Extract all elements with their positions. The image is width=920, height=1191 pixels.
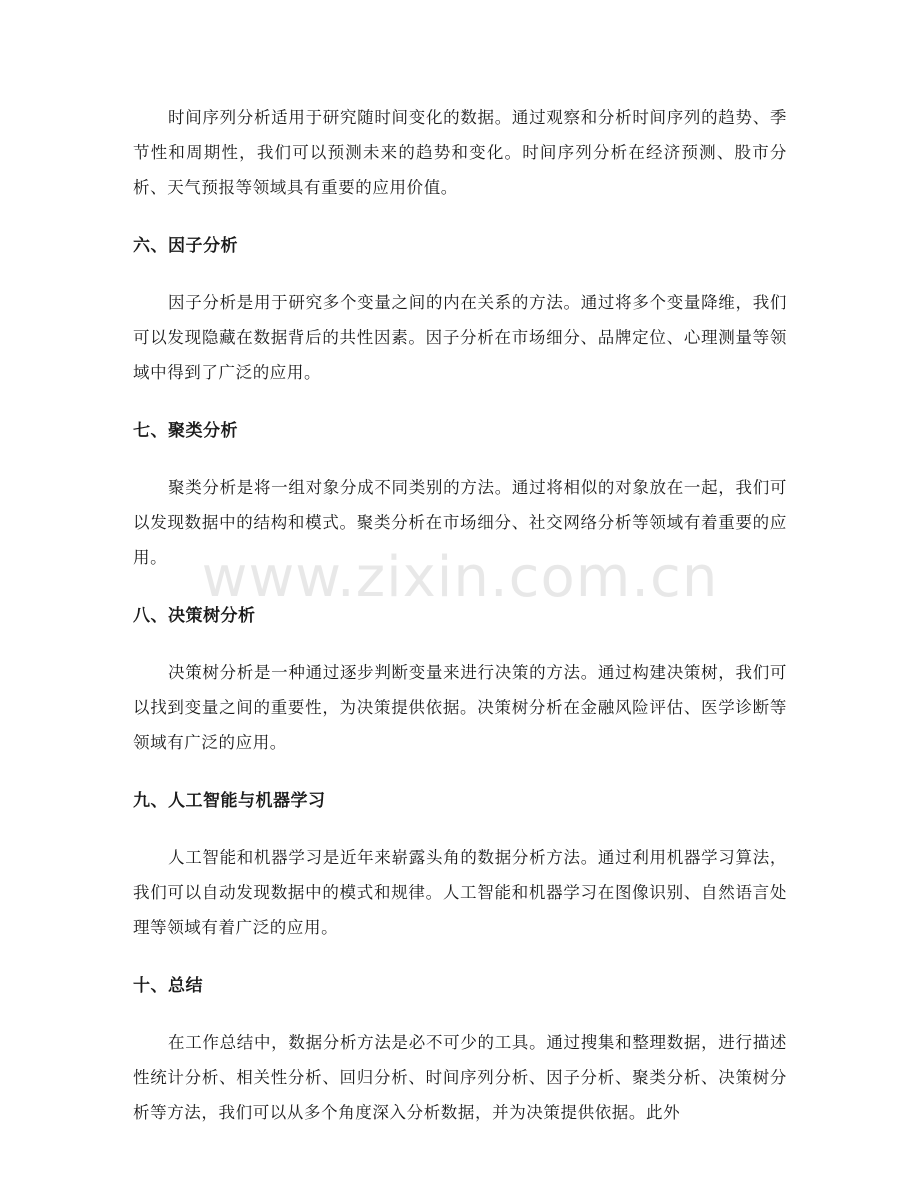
spacer (133, 814, 787, 840)
section-body-decision-tree: 决策树分析是一种通过逐步判断变量来进行决策的方法。通过构建决策树，我们可以找到变量之间的重要性，为决策提供依据。决策树分析在金融风险评估、医学诊断等领域有广泛的应用。 (133, 663, 787, 752)
section-body-summary: 在工作总结中，数据分析方法是必不可少的工具。通过搜集和整理数据，进行描述性统计分析、相关性分析、回归分析、时间序列分析、因子分析、聚类分析、决策树分析等方法，我们可以从多个角度深入分析数据，并为决策提供依据。此外 (133, 1033, 787, 1122)
intro-paragraph: 时间序列分析适用于研究随时间变化的数据。通过观察和分析时间序列的趋势、季节性和周期性，我们可以预测未来的趋势和变化。时间序列分析在经济预测、股市分析、天气预报等领域具有重要的应用价值。 (133, 108, 787, 197)
section-heading-ai-ml: 九、人工智能与机器学习 (133, 791, 326, 811)
section-body-ai-ml: 人工智能和机器学习是近年来崭露头角的数据分析方法。通过利用机器学习算法，我们可以自动发现数据中的模式和规律。人工智能和机器学习在图像识别、自然语言处理等领域有着广泛的应用。 (133, 848, 787, 937)
section-heading-decision-tree: 八、决策树分析 (133, 606, 256, 626)
spacer (133, 444, 787, 470)
section-body-cluster-analysis: 聚类分析是将一组对象分成不同类别的方法。通过将相似的对象放在一起，我们可以发现数据中的结构和模式。聚类分析在市场细分、社交网络分析等领域有着重要的应用。 (133, 478, 787, 567)
spacer (133, 575, 787, 603)
spacer (133, 999, 787, 1025)
section-heading-cluster-analysis: 七、聚类分析 (133, 421, 238, 441)
document-body (133, 100, 787, 1130)
spacer (133, 760, 787, 788)
spacer (133, 945, 787, 973)
spacer (133, 205, 787, 233)
spacer (133, 629, 787, 655)
spacer (133, 390, 787, 418)
watermark-text: www.zixin.com.cn (201, 545, 719, 610)
section-heading-factor-analysis: 六、因子分析 (133, 236, 238, 256)
section-body-factor-analysis: 因子分析是用于研究多个变量之间的内在关系的方法。通过将多个变量降维，我们可以发现隐藏在数据背后的共性因素。因子分析在市场细分、品牌定位、心理测量等领域中得到了广泛的应用。 (133, 293, 787, 382)
section-heading-summary: 十、总结 (133, 976, 203, 996)
spacer (133, 259, 787, 285)
